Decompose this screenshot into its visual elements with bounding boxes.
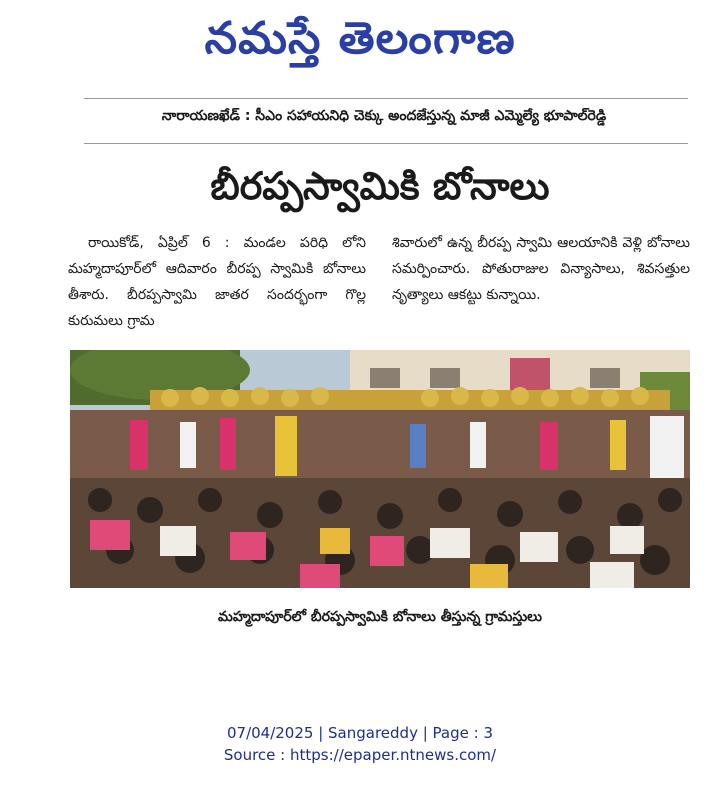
edition-info: 07/04/2025 | Sangareddy | Page : 3 — [226, 724, 493, 742]
photo-caption: మహ్మదాపూర్‌లో బీరప్పస్వామికి బోనాలు తీస్తున్న గ్రామస్తులు — [218, 609, 542, 625]
article-photo — [70, 350, 690, 588]
page-footer — [0, 722, 720, 766]
masthead-title: నమస్తే తెలంగాణ — [204, 13, 516, 64]
top-divider — [84, 98, 688, 99]
article-column-left: రాయికోడ్, ఏప్రిల్ 6 : మండల పరిధి లోని మహ్మదాపూర్‌లో ఆదివారం బీరప్ప స్వామికి బోనాలు తీశారు. బీరప్పస్వామి జాతర సందర్భంగా గొల్ల కురుమలు గ్రామ — [68, 235, 366, 329]
article-column-right: శివారులో ఉన్న బీరప్ప స్వామి ఆలయానికి వెళ్లి బోనాలు సమర్పించారు. పోతురాజుల విన్యాసాలు, శివసత్తుల నృత్యాలు ఆకట్టు కున్నాయి. — [392, 235, 690, 303]
festival-crowd-photo — [70, 350, 690, 588]
masthead — [0, 8, 720, 70]
previous-article-caption: నారాయణఖేడ్ : సీఎం సహాయనిధి చెక్కు అందజేస్తున్న మాజీ ఎమ్మెల్యే భూపాల్‌రెడ్డి — [161, 108, 607, 124]
header-divider — [84, 143, 688, 144]
article-headline: బీరప్పస్వామికి బోనాలు — [210, 164, 550, 208]
source-link[interactable]: Source : https://epaper.ntnews.com/ — [223, 746, 497, 764]
